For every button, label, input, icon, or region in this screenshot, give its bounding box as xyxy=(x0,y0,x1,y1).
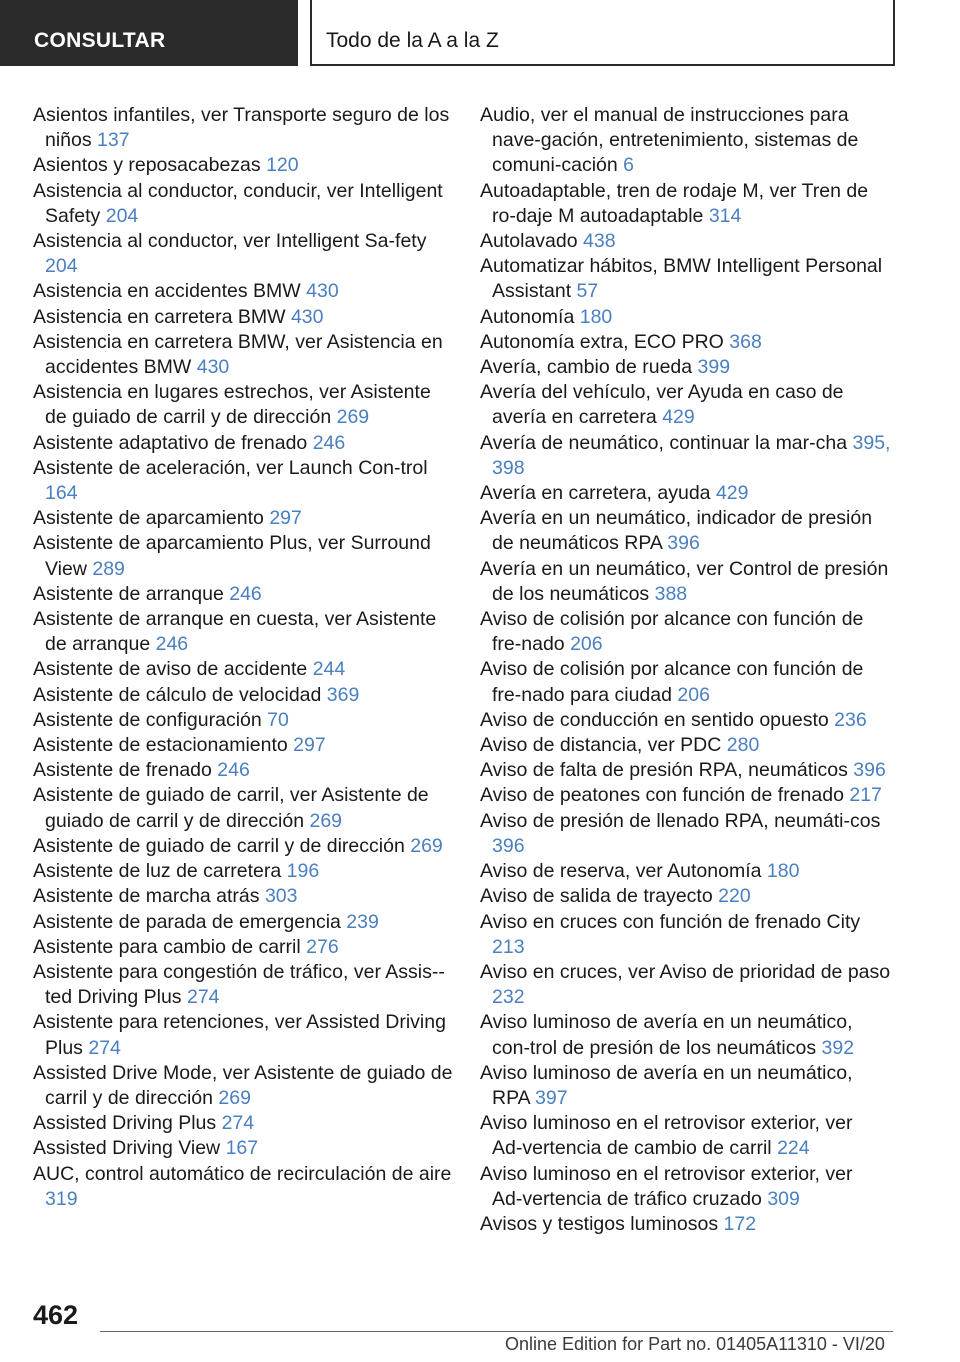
index-page-link[interactable]: 217 xyxy=(849,784,882,807)
index-page-link[interactable]: 224 xyxy=(777,1137,810,1160)
index-entry xyxy=(33,456,453,506)
index-entry-text: Aviso de falta de presión RPA, neumáticos xyxy=(480,759,848,782)
index-page-link[interactable]: 137 xyxy=(97,129,130,152)
index-page-link[interactable]: 220 xyxy=(718,885,751,908)
index-entry xyxy=(480,229,892,254)
section-tab: CONSULTAR xyxy=(0,0,298,66)
index-page-link[interactable]: 297 xyxy=(293,734,326,757)
index-entry xyxy=(33,733,453,758)
index-page-link[interactable]: 180 xyxy=(579,305,613,328)
index-entry xyxy=(33,657,453,682)
index-entry-text: Aviso de colisión por alcance con función de fre-nado xyxy=(480,608,864,656)
index-page-link[interactable]: 276 xyxy=(306,935,339,958)
index-page-link[interactable]: 269 xyxy=(336,406,370,429)
index-entry xyxy=(480,179,892,229)
index-entry xyxy=(33,103,453,153)
index-entry xyxy=(480,355,892,380)
index-page-link[interactable]: 246 xyxy=(155,633,189,656)
index-entry-text: Asistente de aceleración, ver Launch Con-trol xyxy=(33,456,428,479)
index-entry-text: Aviso de conducción en sentido opuesto xyxy=(480,708,829,731)
index-page-link[interactable]: 274 xyxy=(221,1112,255,1135)
index-entry-text: Avería, cambio de rueda xyxy=(480,356,693,379)
index-entry-text: Asistente de parada de emergencia xyxy=(33,910,341,933)
index-entry-text: Asistencia al conductor, ver Intelligent Sa-fety xyxy=(33,230,427,253)
index-entry xyxy=(33,1061,453,1111)
index-page-link[interactable]: 289 xyxy=(92,557,125,580)
index-entry-text: Avería en un neumático, ver Control de presión de los neumáticos xyxy=(480,557,889,605)
index-entry-text: Avería del vehículo, ver Ayuda en caso de avería en carretera xyxy=(480,381,844,429)
index-entry xyxy=(480,481,892,506)
index-entry-text: Asistente de aparcamiento Plus, ver Surround View xyxy=(33,532,431,580)
index-page-link[interactable]: 430 xyxy=(290,305,324,328)
index-page-link[interactable]: 180 xyxy=(766,860,800,883)
index-entry-text: Aviso luminoso de avería en un neumático, RPA xyxy=(480,1061,853,1109)
index-entry-text: Assisted Driving View xyxy=(33,1137,221,1160)
index-entry-text: Audio, ver el manual de instrucciones para nave-gación, entretenimiento, sistemas de comuni-cación xyxy=(480,104,859,177)
index-entry-text: Asistencia en carretera BMW xyxy=(33,305,286,328)
index-page-link[interactable]: 269 xyxy=(309,809,343,832)
index-page-link[interactable]: 164 xyxy=(45,482,78,505)
index-entry-text: Asistente adaptativo de frenado xyxy=(33,431,308,454)
index-entry-text: Aviso de presión de llenado RPA, neumáti-cos xyxy=(480,809,881,832)
index-page-link[interactable]: 392 xyxy=(821,1036,855,1059)
index-entry xyxy=(480,809,892,859)
index-entry-text: Assisted Driving Plus xyxy=(33,1112,217,1135)
index-entry xyxy=(33,179,453,229)
index-page-link[interactable]: 206 xyxy=(570,633,603,656)
index-entry xyxy=(33,758,453,783)
index-entry xyxy=(33,935,453,960)
index-entry xyxy=(33,1010,453,1060)
index-entry-text: Aviso en cruces con función de frenado City xyxy=(480,910,861,933)
index-entry-text: Asistente de estacionamiento xyxy=(33,734,288,757)
index-page-link[interactable]: 196 xyxy=(286,860,320,883)
index-entry-text: Autonomía extra, ECO PRO xyxy=(480,330,724,353)
index-entry xyxy=(33,153,453,178)
index-entry-text: Asistencia en lugares estrechos, ver Asistente de guiado de carril y de dirección xyxy=(33,381,431,429)
index-page-link[interactable]: 397 xyxy=(535,1086,568,1109)
index-entry-text: Asistente para cambio de carril xyxy=(33,935,301,958)
index-entry-text: Aviso de distancia, ver PDC xyxy=(480,734,722,757)
index-entry xyxy=(33,330,453,380)
index-page-link[interactable]: 204 xyxy=(45,255,78,278)
index-page-link[interactable]: 70 xyxy=(267,708,289,731)
index-entry xyxy=(480,1111,892,1161)
index-page-link[interactable]: 274 xyxy=(88,1036,121,1059)
index-entry-text: Asistente para congestión de tráfico, ver Assis-ted Driving Plus xyxy=(33,960,445,1009)
index-entry-text: Autonomía xyxy=(480,305,575,328)
index-entry xyxy=(480,1061,892,1111)
index-entry xyxy=(480,607,892,657)
index-column-left xyxy=(33,103,453,1212)
index-page-link[interactable]: 303 xyxy=(264,885,298,908)
index-entry xyxy=(33,380,453,430)
index-page-link[interactable]: 167 xyxy=(225,1137,259,1160)
index-page-link[interactable]: 232 xyxy=(492,986,525,1009)
index-page-link[interactable]: 309 xyxy=(767,1187,800,1210)
index-entry-text: Avería en carretera, ayuda xyxy=(480,482,711,505)
index-entry-text: Aviso de colisión por alcance con función de fre-nado para ciudad xyxy=(480,658,864,706)
index-page-link[interactable]: 369 xyxy=(326,683,360,706)
index-entry xyxy=(33,834,453,859)
index-entry-text: Assisted Drive Mode, ver Asistente de guiado de carril y de dirección xyxy=(33,1061,453,1109)
index-page-link[interactable]: 213 xyxy=(492,935,525,958)
index-entry xyxy=(33,279,453,304)
index-entry xyxy=(480,859,892,884)
index-page-link[interactable]: 438 xyxy=(583,230,616,253)
index-page-link[interactable]: 314 xyxy=(708,204,742,227)
index-page-link[interactable]: 172 xyxy=(723,1212,757,1235)
index-entry xyxy=(480,960,892,1010)
index-entry xyxy=(33,305,453,330)
index-entry xyxy=(480,506,892,556)
index-entry-text: Asistencia en accidentes BMW xyxy=(33,280,301,303)
index-entry xyxy=(480,557,892,607)
index-entry-text: Asistente de cálculo de velocidad xyxy=(33,683,322,706)
index-page-link[interactable]: 269 xyxy=(218,1086,251,1109)
index-entry xyxy=(33,683,453,708)
index-entry xyxy=(480,884,892,909)
index-page-link[interactable]: 368 xyxy=(729,330,762,353)
index-page-link[interactable]: 395, 398 xyxy=(492,431,891,479)
index-entry xyxy=(480,305,892,330)
index-entry xyxy=(33,708,453,733)
edition-footer: Online Edition for Part no. 01405A11310 - VI/20 xyxy=(505,1334,885,1354)
index-page-link[interactable]: 297 xyxy=(269,507,302,530)
index-page-link[interactable]: 388 xyxy=(654,582,688,605)
index-entry-text: Aviso luminoso de avería en un neumático, con-trol de presión de los neumáticos xyxy=(480,1011,853,1059)
index-entry xyxy=(33,1136,453,1161)
page-header xyxy=(0,0,960,66)
index-page-link[interactable]: 246 xyxy=(229,582,262,605)
index-entry-text: Aviso de peatones con función de frenado xyxy=(480,784,844,807)
index-page-link[interactable]: 246 xyxy=(312,431,346,454)
index-page-link[interactable]: 57 xyxy=(576,280,599,303)
index-entry-text: Asistente de arranque en cuesta, ver Asistente de arranque xyxy=(33,608,437,656)
index-entry xyxy=(33,859,453,884)
index-page-link[interactable]: 274 xyxy=(186,986,220,1009)
index-page-link[interactable]: 269 xyxy=(410,834,443,857)
index-entry-text: Avería en un neumático, indicador de presión de neumáticos RPA xyxy=(480,507,873,555)
index-entry xyxy=(480,431,892,481)
index-entry-text: Avería de neumático, continuar la mar-cha xyxy=(480,431,848,454)
index-entry xyxy=(480,1162,892,1212)
index-entry-text: Aviso luminoso en el retrovisor exterior, ver Ad-vertencia de cambio de carril xyxy=(480,1112,853,1160)
index-entry xyxy=(480,254,892,304)
index-entry xyxy=(480,1010,892,1060)
index-entry-text: Autolavado xyxy=(480,230,578,253)
index-entry-text: Asistente de luz de carretera xyxy=(33,860,282,883)
index-entry xyxy=(33,960,453,1010)
index-page-link[interactable]: 120 xyxy=(266,154,299,177)
index-page-link[interactable]: 6 xyxy=(623,154,635,177)
index-entry-text: Asistente de guiado de carril, ver Asistente de guiado de carril y de dirección xyxy=(33,784,429,832)
index-entry xyxy=(33,783,453,833)
index-page-link[interactable]: 280 xyxy=(726,734,760,757)
index-entry-text: Asientos infantiles, ver Transporte seguro de los niños xyxy=(33,104,450,152)
index-entry xyxy=(33,1111,453,1136)
index-column-right xyxy=(480,103,892,1237)
index-page-link[interactable]: 429 xyxy=(715,482,749,505)
index-page-link[interactable]: 319 xyxy=(45,1187,78,1210)
index-entry xyxy=(480,380,892,430)
index-entry-text: Asistente de aparcamiento xyxy=(33,507,264,530)
index-entry xyxy=(33,229,453,279)
index-entry xyxy=(33,582,453,607)
index-page-link[interactable]: 244 xyxy=(312,658,346,681)
index-entry xyxy=(480,758,892,783)
index-entry-text: Asistente de marcha atrás xyxy=(33,885,260,908)
index-page-link[interactable]: 396 xyxy=(667,532,700,555)
index-entry xyxy=(33,531,453,581)
index-entry xyxy=(33,506,453,531)
index-entry xyxy=(480,783,892,808)
index-entry-text: Aviso de reserva, ver Autonomía xyxy=(480,860,762,883)
index-entry-text: Asistente de frenado xyxy=(33,759,212,782)
index-entry-text: Asistente para retenciones, ver Assisted Driving Plus xyxy=(33,1011,446,1059)
index-entry-text: Aviso luminoso en el retrovisor exterior, ver Ad-vertencia de tráfico cruzado xyxy=(480,1162,853,1210)
index-entry xyxy=(480,657,892,707)
index-page-link[interactable]: 206 xyxy=(677,683,710,706)
index-entry-text: Automatizar hábitos, BMW Intelligent Personal Assistant xyxy=(480,255,883,303)
page-number: 462 xyxy=(33,1300,79,1330)
index-entry xyxy=(33,431,453,456)
index-entry xyxy=(33,1162,453,1212)
index-entry xyxy=(480,330,892,355)
index-entry-text: Asistente de arranque xyxy=(33,582,224,605)
index-entry-text: AUC, control automático de recirculación de aire xyxy=(33,1162,452,1185)
index-entry-text: Asistencia en carretera BMW, ver Asistencia en accidentes BMW xyxy=(33,330,443,379)
index-page-link[interactable]: 430 xyxy=(306,280,339,303)
index-entry-text: Asistente de guiado de carril y de dirección xyxy=(33,834,405,857)
index-entry-text: Asientos y reposacabezas xyxy=(33,154,261,177)
index-entry xyxy=(33,910,453,935)
index-entry-text: Aviso en cruces, ver Aviso de prioridad de paso xyxy=(480,960,891,983)
chapter-title: Todo de la A a la Z xyxy=(310,0,895,66)
index-page-link[interactable]: 429 xyxy=(662,406,695,429)
index-page-link[interactable]: 246 xyxy=(217,759,250,782)
index-page-link[interactable]: 430 xyxy=(196,356,230,379)
index-entry xyxy=(480,103,892,179)
index-page-link[interactable]: 396 xyxy=(853,759,886,782)
index-entry-text: Asistente de aviso de accidente xyxy=(33,658,308,681)
index-entry xyxy=(480,1212,892,1237)
index-entry-text: Aviso de salida de trayecto xyxy=(480,885,713,908)
index-page-link[interactable]: 204 xyxy=(105,204,139,227)
index-entry-text: Autoadaptable, tren de rodaje M, ver Tren de ro-daje M autoadaptable xyxy=(480,179,869,227)
index-page-link[interactable]: 236 xyxy=(834,708,867,731)
footer-divider xyxy=(100,1331,893,1332)
index-entry-text: Asistencia al conductor, conducir, ver Intelligent Safety xyxy=(33,179,443,227)
index-page-link[interactable]: 399 xyxy=(697,356,731,379)
index-entry xyxy=(33,884,453,909)
index-entry xyxy=(480,708,892,733)
index-page-link[interactable]: 396 xyxy=(492,834,525,857)
index-entry xyxy=(33,607,453,657)
index-entry xyxy=(480,733,892,758)
index-page-link[interactable]: 239 xyxy=(346,910,379,933)
index-entry-text: Asistente de configuración xyxy=(33,708,262,731)
index-entry-text: Avisos y testigos luminosos xyxy=(480,1212,719,1235)
index-entry xyxy=(480,910,892,960)
